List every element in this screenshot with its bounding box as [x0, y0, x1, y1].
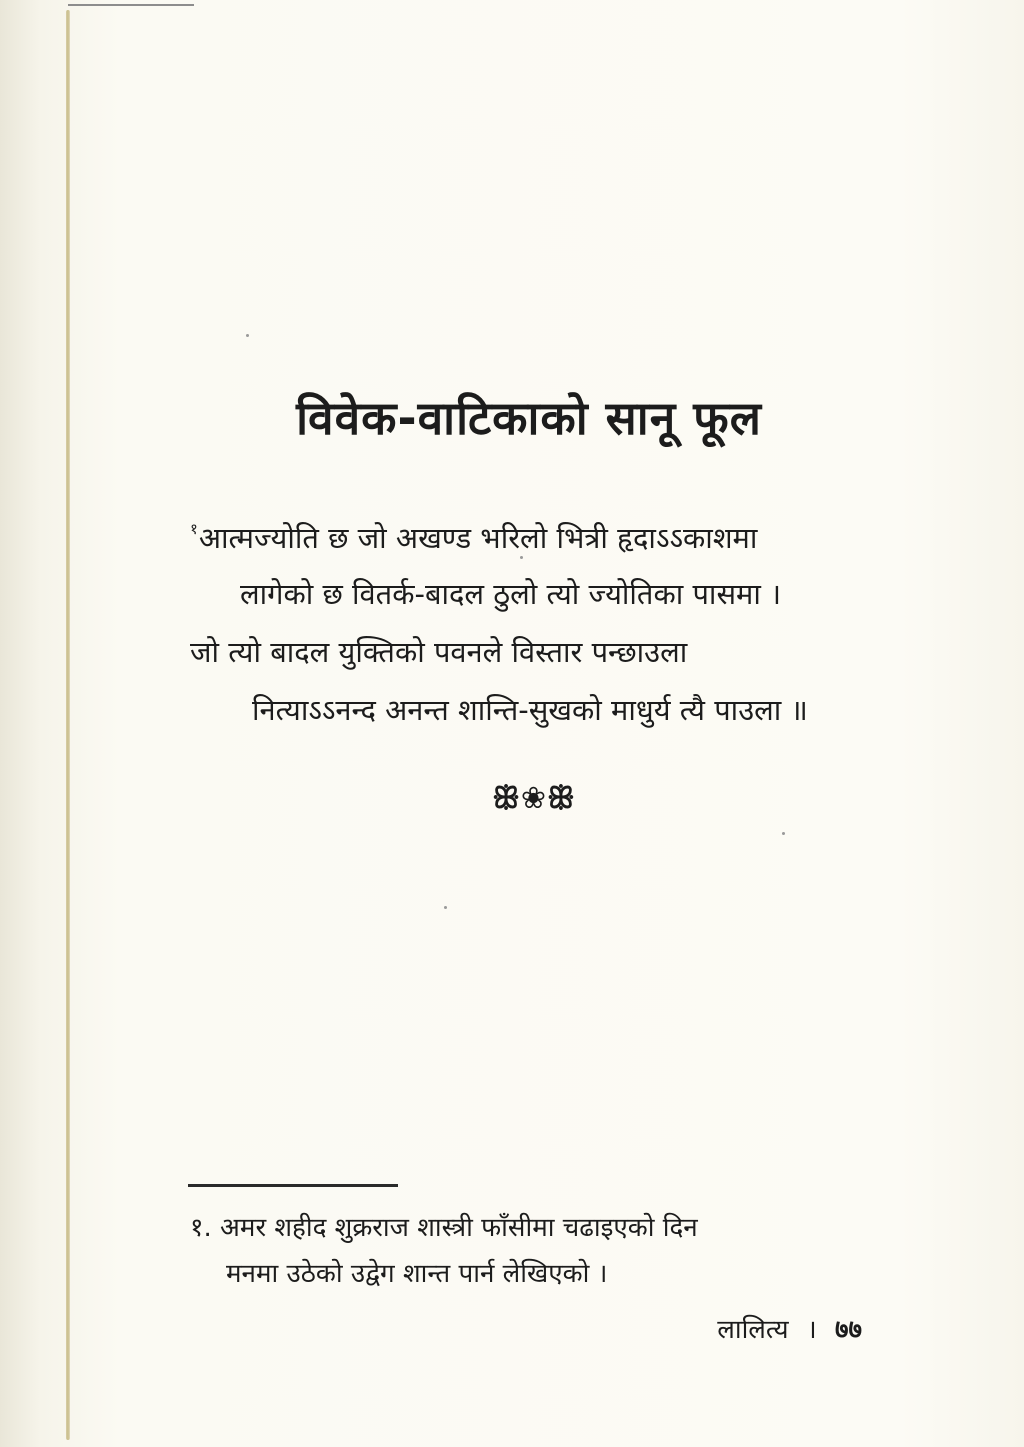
paper-speck [246, 334, 249, 337]
ornament-divider: ꕥ❀ꕥ [492, 781, 576, 816]
page-number: ७७ [834, 1315, 862, 1345]
footnote-separator [188, 1184, 398, 1187]
verse-line-1-text: आत्मज्योति छ जो अखण्ड भरिलो भित्री हृदाऽऽकाशमा [198, 521, 758, 555]
poem-title: विवेक-वाटिकाको सानू फूल [296, 391, 762, 445]
top-edge-rule [68, 4, 194, 6]
book-name: लालित्य [717, 1315, 789, 1345]
footnote-line-2: मनमा उठेको उद्वेग शान्त पार्न लेखिएको । [226, 1259, 608, 1289]
verse-line-1 [190, 518, 757, 557]
footnote-marker: १ [190, 520, 198, 538]
footnote-line-1: १. अमर शहीद शुक्रराज शास्त्री फाँसीमा चढाइएको दिन [190, 1213, 698, 1243]
verse-line-2: लागेको छ वितर्क-बादल ठुलो त्यो ज्योतिका पासमा । [240, 577, 782, 611]
verse-line-3: जो त्यो बादल युक्तिको पवनले विस्तार पन्छाउला [190, 635, 688, 669]
paper-speck [782, 832, 785, 835]
paper-speck [444, 906, 447, 909]
page-footer [717, 1310, 862, 1346]
paper-speck [520, 556, 523, 559]
page-binding-edge [66, 10, 70, 1440]
verse-line-4: नित्याऽऽनन्द अनन्त शान्ति-सुखको माधुर्य त्यै पाउला ॥ [252, 693, 808, 727]
footer-separator: । [806, 1315, 817, 1345]
